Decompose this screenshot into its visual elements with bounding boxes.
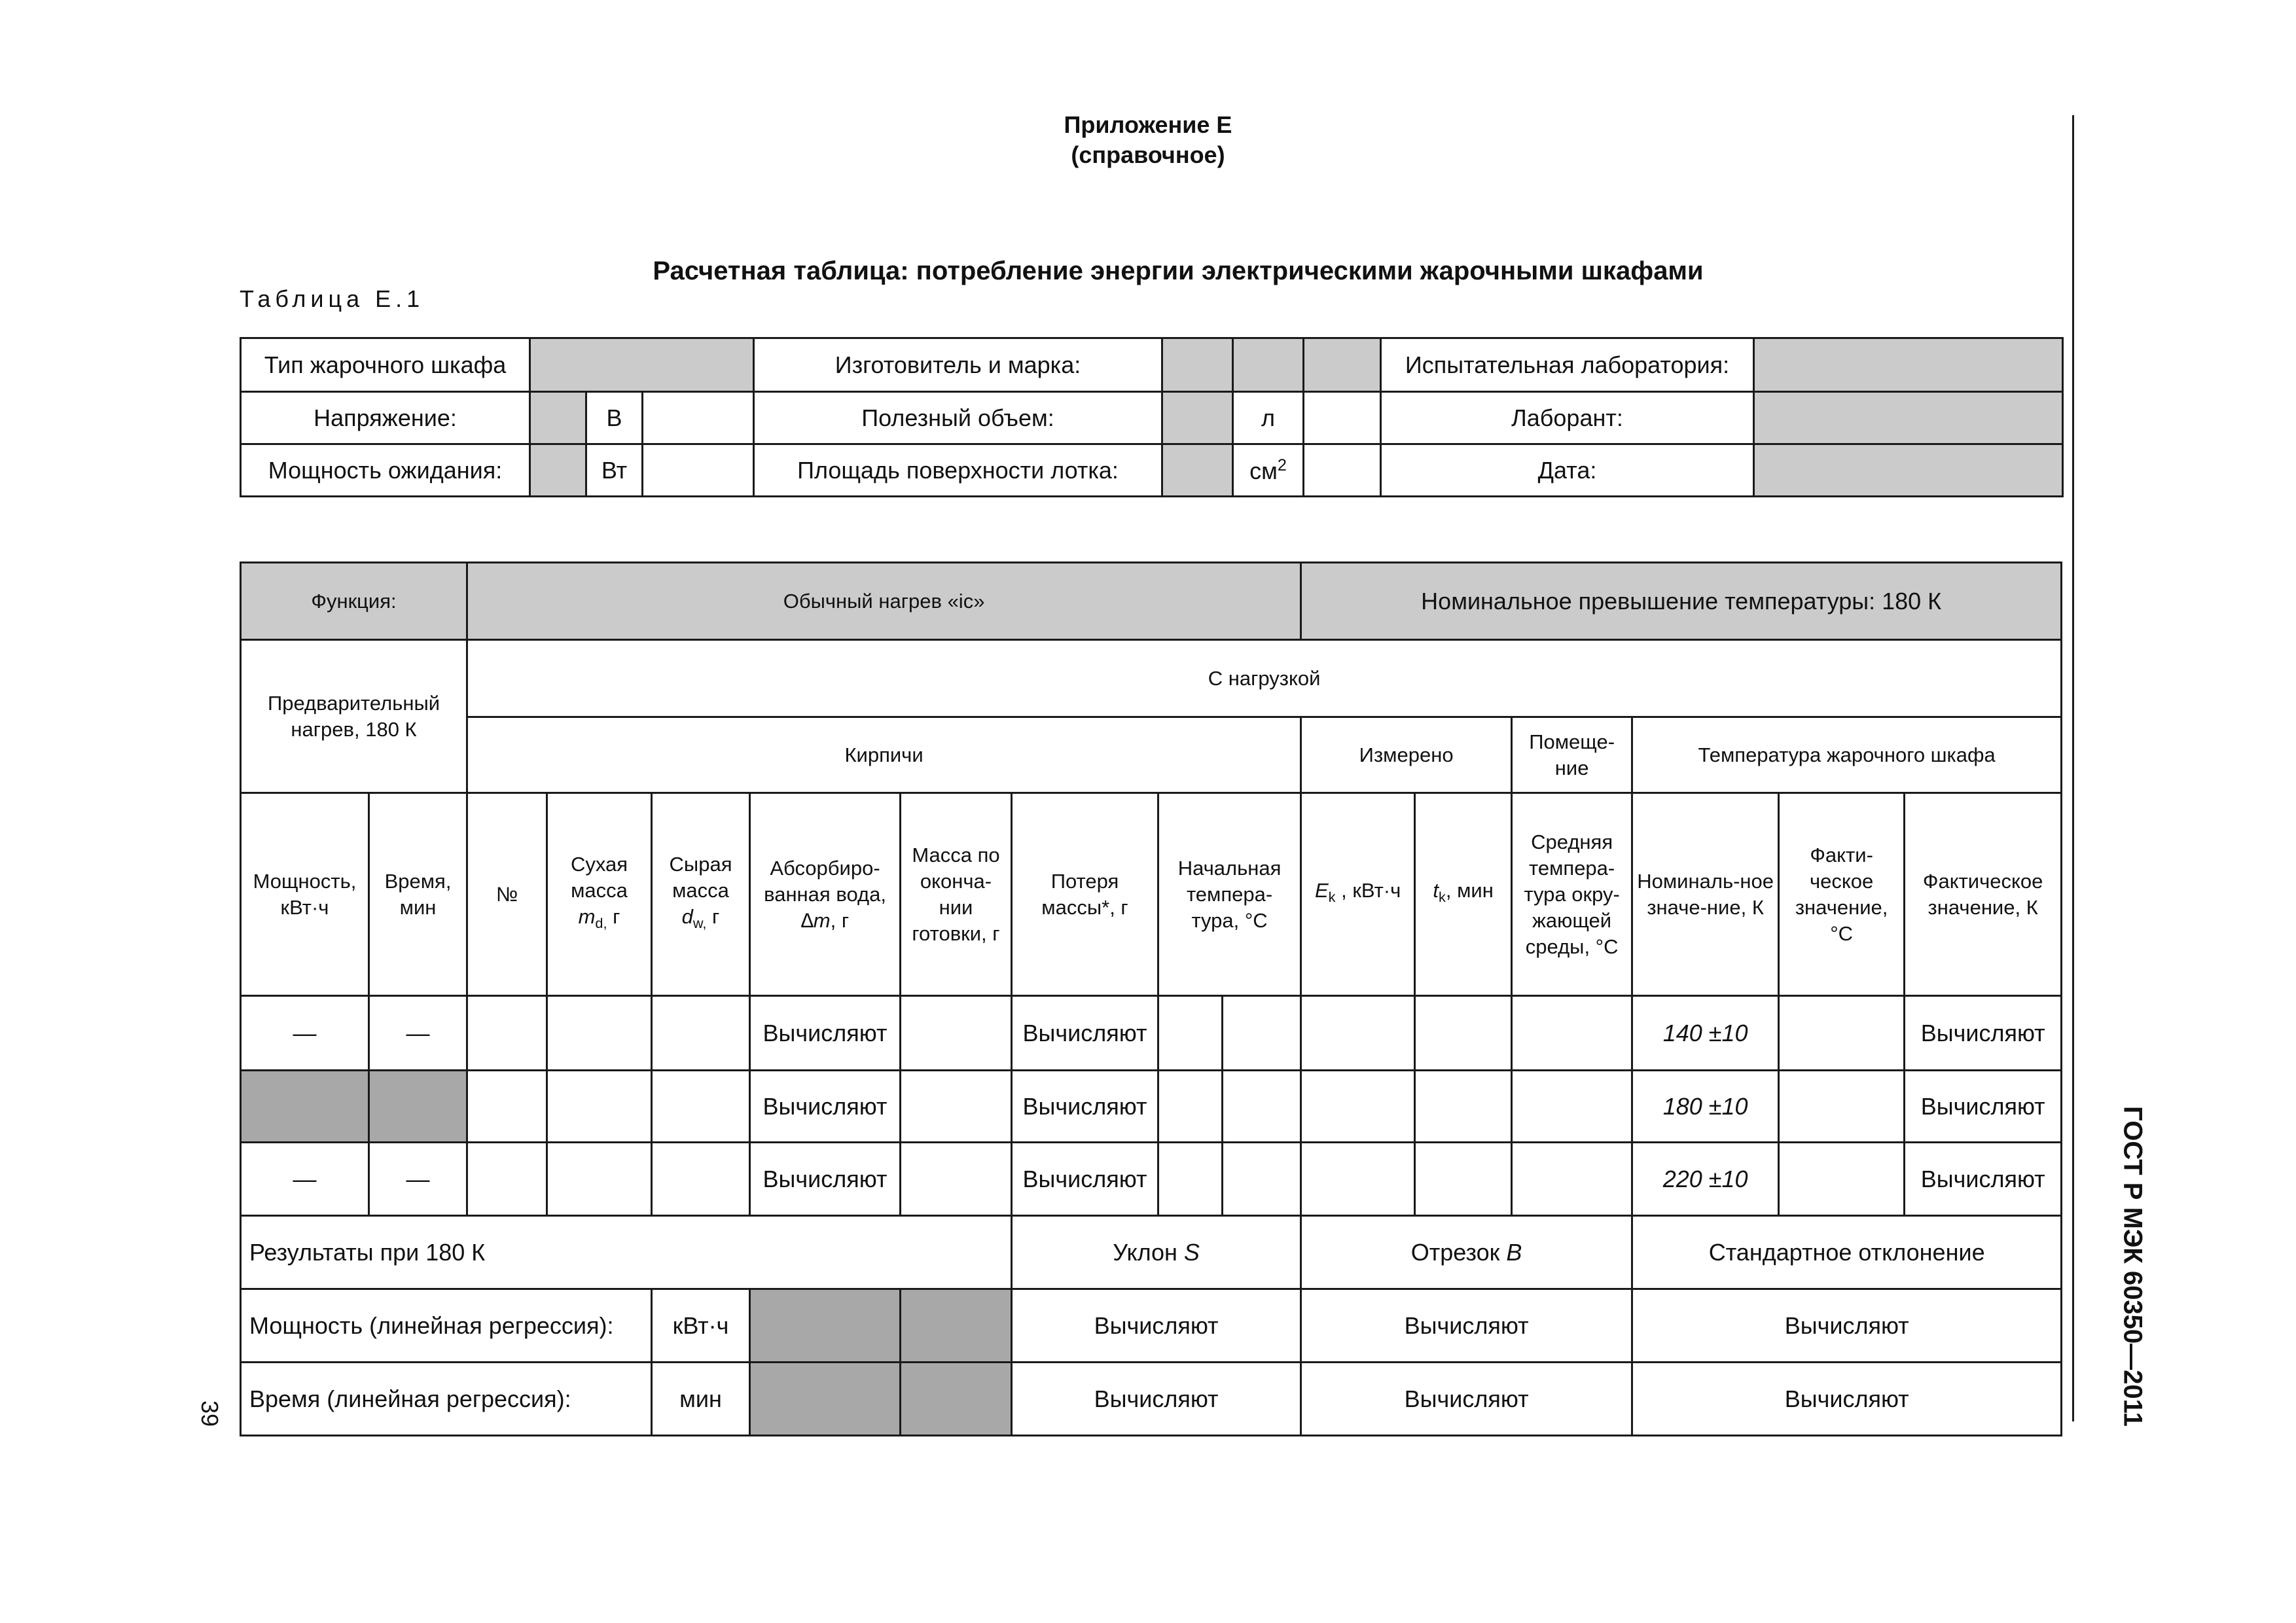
table-row-2-cell[interactable] — [1223, 1071, 1301, 1143]
voltage-field[interactable] — [530, 392, 586, 444]
oven-type-label: Тип жарочного шкафа — [241, 338, 530, 392]
power-regression-shaded-2 — [901, 1289, 1012, 1363]
time-regression-shaded-1 — [750, 1363, 901, 1436]
table-row-3-cell[interactable] — [547, 1143, 652, 1216]
table-row-3-cell[interactable] — [1415, 1143, 1512, 1216]
manufacturer-field-1[interactable] — [1162, 338, 1233, 392]
time-regression-unit: мин — [652, 1363, 750, 1436]
table-row-2-cell[interactable] — [1415, 1071, 1512, 1143]
table-row-2-cell[interactable] — [901, 1071, 1012, 1143]
col-power: Мощность, кВт·ч — [241, 793, 369, 996]
manufacturer-label: Изготовитель и марка: — [754, 338, 1162, 392]
col-ek: $E_k$ , кВт·ч — [1301, 793, 1415, 996]
table-row-2-cell[interactable] — [1779, 1071, 1905, 1143]
table-row-1-cell[interactable] — [547, 996, 652, 1071]
table-row-2-cell[interactable] — [547, 1071, 652, 1143]
table-row-3-cell[interactable] — [652, 1143, 750, 1216]
voltage-blank — [643, 392, 754, 444]
measured-header: Измерено — [1301, 717, 1512, 793]
table-row-2-absorbed: Вычисляют — [750, 1071, 901, 1143]
col-wet-mass: Сырая масса $d_{w,}$ г — [652, 793, 750, 996]
volume-unit: л — [1233, 392, 1304, 444]
table-row-1-cell[interactable] — [1301, 996, 1415, 1071]
technician-label: Лаборант: — [1381, 392, 1754, 444]
col-dry-mass: Сухая масса $m_{d,}$ г — [547, 793, 652, 996]
col-number: № — [467, 793, 547, 996]
standby-power-field[interactable] — [530, 444, 586, 497]
tray-blank — [1304, 444, 1381, 497]
table-row-1-cell[interactable] — [1512, 996, 1632, 1071]
col-avg-ambient-temp: Средняя темпера-тура окру-жающей среды, °С — [1512, 793, 1632, 996]
with-load-header: С нагрузкой — [467, 640, 2062, 717]
table-row-2-cell[interactable] — [652, 1071, 750, 1143]
time-intercept: Вычисляют — [1301, 1363, 1632, 1436]
table-row-3-nominal: 220 ±10 — [1632, 1143, 1779, 1216]
tray-area-unit: $см^2$ — [1233, 444, 1304, 497]
bricks-header: Кирпичи — [467, 717, 1301, 793]
table-row-1-cell[interactable] — [1415, 996, 1512, 1071]
table-row-1-time: — — [369, 996, 467, 1071]
time-stddev: Вычисляют — [1632, 1363, 2062, 1436]
volume-blank — [1304, 392, 1381, 444]
date-field[interactable] — [1754, 444, 2063, 497]
table-row-3-cell[interactable] — [1223, 1143, 1301, 1216]
voltage-unit: В — [586, 392, 643, 444]
table-row-1-loss: Вычисляют — [1012, 996, 1158, 1071]
table-row-3-cell[interactable] — [1512, 1143, 1632, 1216]
col-actual-c: Факти-ческое значение, °С — [1779, 793, 1905, 996]
margin-divider — [2072, 115, 2074, 1421]
table-row-1-cell[interactable] — [652, 996, 750, 1071]
power-slope: Вычисляют — [1012, 1289, 1301, 1363]
table-number: Таблица Е.1 — [240, 285, 425, 312]
table-row-2-power — [241, 1071, 369, 1143]
standard-code-container — [2118, 1096, 2147, 1436]
main-table — [240, 562, 2062, 1436]
table-row-1-nominal: 140 ±10 — [1632, 996, 1779, 1071]
power-stddev: Вычисляют — [1632, 1289, 2062, 1363]
col-absorbed-water: Абсорбиро- ванная вода, ∆m, г — [750, 793, 901, 996]
volume-field[interactable] — [1162, 392, 1233, 444]
table-row-2-cell[interactable] — [1301, 1071, 1415, 1143]
table-title: Расчетная таблица: потребление энергии электрическими жарочными шкафами — [653, 257, 1704, 285]
power-regression-shaded-1 — [750, 1289, 901, 1363]
table-row-3-time: — — [369, 1143, 467, 1216]
page-number-container — [196, 1394, 223, 1433]
table-row-3-cell[interactable] — [901, 1143, 1012, 1216]
col-mass-end: Масса по оконча-нии готовки, г — [901, 793, 1012, 996]
col-nominal-value: Номиналь-ное значе-ние, К — [1632, 793, 1779, 996]
room-header: Помеще-ние — [1512, 717, 1632, 793]
voltage-label: Напряжение: — [241, 392, 530, 444]
info-table — [240, 337, 2064, 497]
table-row-1-cell[interactable] — [1779, 996, 1905, 1071]
results-label: Результаты при 180 К — [241, 1216, 1012, 1289]
power-regression-label: Мощность (линейная регрессия): — [241, 1289, 652, 1363]
tray-area-label: Площадь поверхности лотка: — [754, 444, 1162, 497]
power-regression-unit: кВт·ч — [652, 1289, 750, 1363]
oven-temp-header: Температура жарочного шкафа — [1632, 717, 2062, 793]
standby-power-label: Мощность ожидания: — [241, 444, 530, 497]
table-row-3-power: — — [241, 1143, 369, 1216]
technician-field[interactable] — [1754, 392, 2063, 444]
table-row-2-cell[interactable] — [1158, 1071, 1223, 1143]
power-intercept: Вычисляют — [1301, 1289, 1632, 1363]
standby-power-unit: Вт — [586, 444, 643, 497]
table-row-1-cell[interactable] — [1158, 996, 1223, 1071]
standby-blank — [643, 444, 754, 497]
col-actual-k: Фактическое значение, К — [1905, 793, 2062, 996]
time-slope: Вычисляют — [1012, 1363, 1301, 1436]
function-label: Функция: — [241, 563, 467, 640]
time-regression-shaded-2 — [901, 1363, 1012, 1436]
function-value: Обычный нагрев «ic» — [467, 563, 1301, 640]
table-row-2-cell[interactable] — [467, 1071, 547, 1143]
table-row-2-nominal: 180 ±10 — [1632, 1071, 1779, 1143]
manufacturer-field-2[interactable] — [1233, 338, 1304, 392]
table-row-3-cell[interactable] — [1779, 1143, 1905, 1216]
table-row-1-cell[interactable] — [901, 996, 1012, 1071]
volume-label: Полезный объем: — [754, 392, 1162, 444]
table-row-2-loss: Вычисляют — [1012, 1071, 1158, 1143]
tray-area-field[interactable] — [1162, 444, 1233, 497]
nominal-rise: Номинальное превышение температуры: 180 К — [1301, 563, 2062, 640]
standard-code: ГОСТ Р МЭК 60350—2011 — [2118, 1106, 2147, 1427]
stddev-header: Стандартное отклонение — [1632, 1216, 2062, 1289]
lab-label: Испытательная лаборатория: — [1381, 338, 1754, 392]
lab-field[interactable] — [1754, 338, 2063, 392]
table-row-2-cell[interactable] — [1512, 1071, 1632, 1143]
table-row-2-actual-k: Вычисляют — [1905, 1071, 2062, 1143]
preheat-header: Предварительный нагрев, 180 К — [241, 640, 467, 793]
col-tk: $t_k$, мин — [1415, 793, 1512, 996]
intercept-header: Отрезок B — [1301, 1216, 1632, 1289]
table-row-1-cell[interactable] — [467, 996, 547, 1071]
table-row-3-cell[interactable] — [1301, 1143, 1415, 1216]
table-row-1-actual-k: Вычисляют — [1905, 996, 2062, 1071]
table-row-3-cell[interactable] — [1158, 1143, 1223, 1216]
appendix-note: (справочное) — [1071, 141, 1225, 168]
table-row-3-actual-k: Вычисляют — [1905, 1143, 2062, 1216]
oven-type-field[interactable] — [530, 338, 754, 392]
table-row-1-absorbed: Вычисляют — [750, 996, 901, 1071]
table-row-3-absorbed: Вычисляют — [750, 1143, 901, 1216]
col-time: Время, мин — [369, 793, 467, 996]
time-regression-label: Время (линейная регрессия): — [241, 1363, 652, 1436]
table-row-3-cell[interactable] — [467, 1143, 547, 1216]
page-number: 39 — [196, 1400, 223, 1427]
date-label: Дата: — [1381, 444, 1754, 497]
col-mass-loss: Потеря массы*, г — [1012, 793, 1158, 996]
table-row-1-power: — — [241, 996, 369, 1071]
table-row-2-time — [369, 1071, 467, 1143]
table-row-1-cell[interactable] — [1223, 996, 1301, 1071]
col-initial-temp: Начальная темпера-тура, °С — [1158, 793, 1301, 996]
appendix-title: Приложение Е — [1064, 111, 1232, 138]
slope-header: Уклон S — [1012, 1216, 1301, 1289]
manufacturer-field-3[interactable] — [1304, 338, 1381, 392]
table-row-3-loss: Вычисляют — [1012, 1143, 1158, 1216]
